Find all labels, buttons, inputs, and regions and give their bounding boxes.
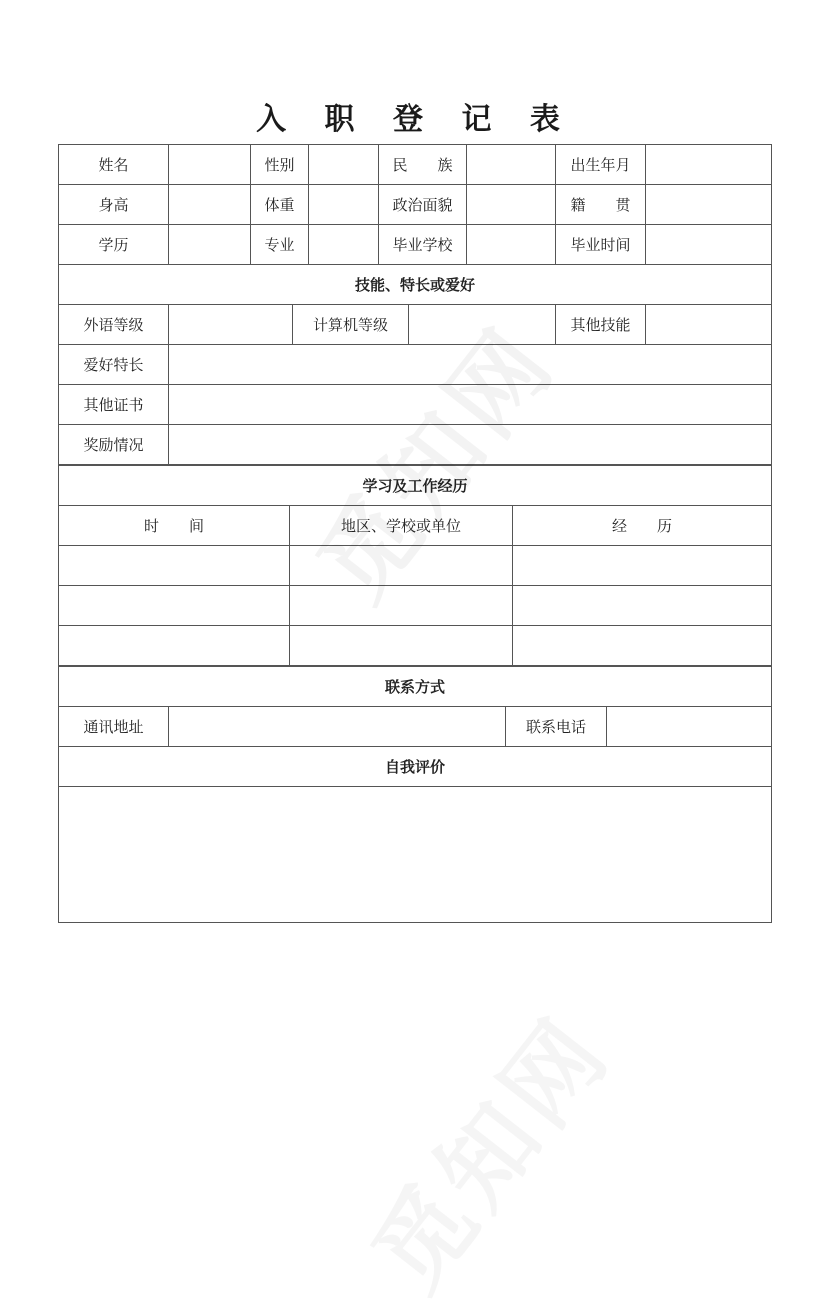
ethnicity-label: 民 族 <box>379 145 467 185</box>
weight-label: 体重 <box>251 185 309 225</box>
table-row <box>59 586 772 626</box>
col-history-header: 经 历 <box>513 506 772 546</box>
time-field[interactable] <box>59 626 290 666</box>
native-place-field[interactable] <box>646 185 772 225</box>
name-label: 姓名 <box>59 145 169 185</box>
contact-row <box>59 707 772 747</box>
table-row <box>59 546 772 586</box>
personal-row-2 <box>59 185 772 225</box>
other-skills-field[interactable] <box>646 305 772 345</box>
computer-label: 计算机等级 <box>293 305 409 345</box>
grad-time-label: 毕业时间 <box>556 225 646 265</box>
personal-info-table <box>58 144 772 265</box>
hobbies-field[interactable] <box>169 345 772 385</box>
language-field[interactable] <box>169 305 293 345</box>
experience-header-row <box>59 506 772 546</box>
school-label: 毕业学校 <box>379 225 467 265</box>
self-eval-row <box>59 787 772 923</box>
place-field[interactable] <box>290 626 513 666</box>
height-field[interactable] <box>169 185 251 225</box>
history-field[interactable] <box>513 586 772 626</box>
time-field[interactable] <box>59 546 290 586</box>
history-field[interactable] <box>513 626 772 666</box>
gender-label: 性别 <box>251 145 309 185</box>
self-eval-heading-row <box>59 747 772 787</box>
skills-heading-row <box>59 265 772 305</box>
political-field[interactable] <box>467 185 556 225</box>
major-field[interactable] <box>309 225 379 265</box>
col-time-header: 时 间 <box>59 506 290 546</box>
skills-row-1 <box>59 305 772 345</box>
school-field[interactable] <box>467 225 556 265</box>
place-field[interactable] <box>290 546 513 586</box>
experience-table <box>58 465 772 666</box>
address-label: 通讯地址 <box>59 707 169 747</box>
other-skills-label: 其他技能 <box>556 305 646 345</box>
native-place-label: 籍 贯 <box>556 185 646 225</box>
awards-label: 奖励情况 <box>59 425 169 465</box>
self-eval-heading: 自我评价 <box>59 747 772 787</box>
self-eval-field[interactable] <box>59 787 772 923</box>
skills-table <box>58 264 772 465</box>
education-label: 学历 <box>59 225 169 265</box>
awards-field[interactable] <box>169 425 772 465</box>
phone-field[interactable] <box>607 707 772 747</box>
history-field[interactable] <box>513 546 772 586</box>
phone-label: 联系电话 <box>506 707 607 747</box>
experience-heading-row <box>59 466 772 506</box>
major-label: 专业 <box>251 225 309 265</box>
language-label: 外语等级 <box>59 305 169 345</box>
table-row <box>59 626 772 666</box>
education-field[interactable] <box>169 225 251 265</box>
personal-row-1 <box>59 145 772 185</box>
birth-field[interactable] <box>646 145 772 185</box>
height-label: 身高 <box>59 185 169 225</box>
political-label: 政治面貌 <box>379 185 467 225</box>
contact-heading: 联系方式 <box>59 667 772 707</box>
hobbies-row <box>59 345 772 385</box>
awards-row <box>59 425 772 465</box>
certificates-field[interactable] <box>169 385 772 425</box>
personal-row-3 <box>59 225 772 265</box>
contact-heading-row <box>59 667 772 707</box>
name-field[interactable] <box>169 145 251 185</box>
watermark <box>336 983 636 1313</box>
form-title: 入 职 登 记 表 <box>256 102 574 137</box>
col-place-header: 地区、学校或单位 <box>290 506 513 546</box>
weight-field[interactable] <box>309 185 379 225</box>
time-field[interactable] <box>59 586 290 626</box>
certificates-label: 其他证书 <box>59 385 169 425</box>
place-field[interactable] <box>290 586 513 626</box>
experience-heading: 学习及工作经历 <box>59 466 772 506</box>
certificates-row <box>59 385 772 425</box>
ethnicity-field[interactable] <box>467 145 556 185</box>
address-field[interactable] <box>169 707 506 747</box>
contact-table <box>58 666 772 923</box>
computer-field[interactable] <box>409 305 556 345</box>
skills-heading: 技能、特长或爱好 <box>59 265 772 305</box>
grad-time-field[interactable] <box>646 225 772 265</box>
gender-field[interactable] <box>309 145 379 185</box>
birth-label: 出生年月 <box>556 145 646 185</box>
hobbies-label: 爱好特长 <box>59 345 169 385</box>
